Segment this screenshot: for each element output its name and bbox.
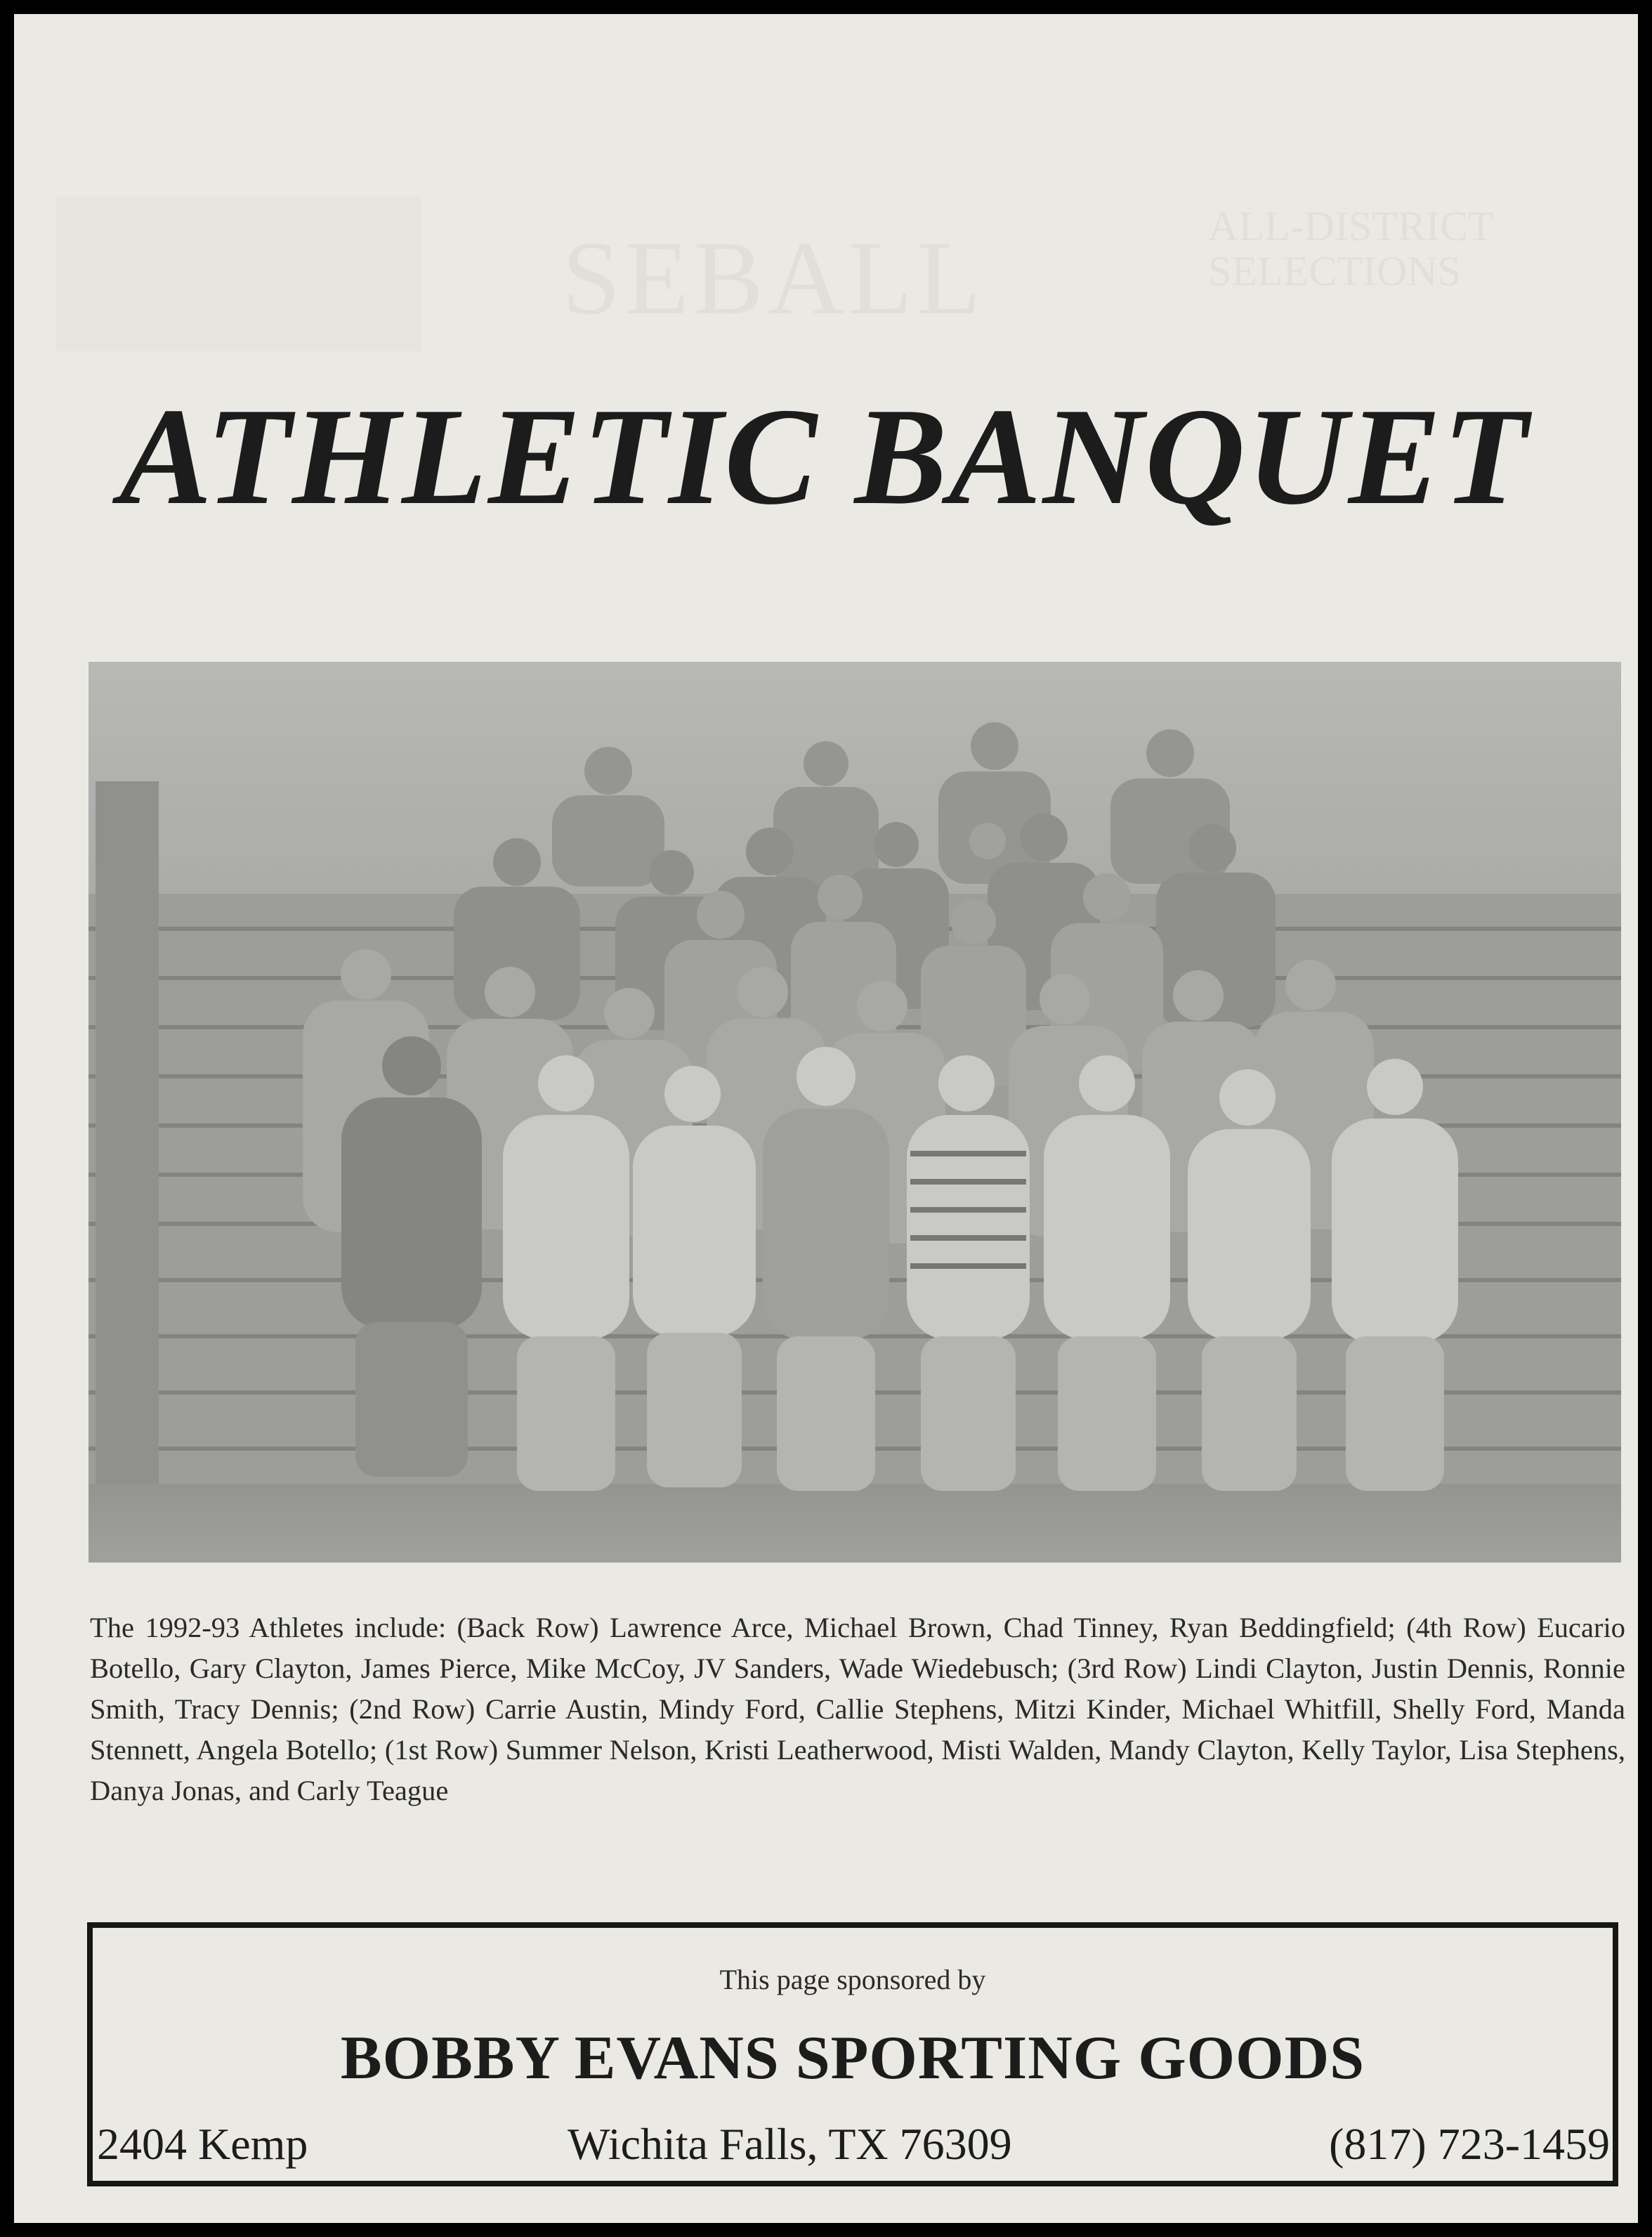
bleed-through-shadow [56,197,421,351]
yearbook-page [14,14,1638,2223]
sponsor-name: BOBBY EVANS SPORTING GOODS [340,2024,1365,2092]
sponsor-street: 2404 Kemp [97,2119,308,2169]
page-title: ATHLETIC BANQUET [119,379,1529,533]
bleed-through-text-right: ALL-DISTRICT SELECTIONS [1208,203,1494,294]
team-photo [88,662,1621,1563]
sponsor-box [87,1922,1618,2186]
sponsor-phone: (817) 723-1459 [1329,2119,1610,2169]
bleed-through-text: SEBALL [562,220,985,337]
photo-caption: The 1992-93 Athletes include: (Back Row) Lawrence Arce, Michael Brown, Chad Tinney, Ryan Beddingfield; (4th Row) Eucario Botello, Gary Clayton, James Pierce, Mike McCoy, JV Sanders, Wade Wiedebusch; (3rd Row) Lindi Clayton, Justin Dennis, Ronnie Smith, Tracy Dennis; (2nd Row) Carrie Austin, Mindy Ford, Callie Stephens, Mitzi Kinder, Michael Whitfill, Shelly Ford, Manda Stennett, Angela Botello; (1st Row) Summer Nelson, Kristi Leatherwood, Misti Walden, Mandy Clayton, Kelly Taylor, Lisa Stephens, Danya Jonas, and Carly Teague [90,1612,1625,1806]
sponsor-city: Wichita Falls, TX 76309 [568,2119,1012,2169]
team-photo-image [88,662,1621,1563]
sponsor-label: This page sponsored by [719,1964,986,1995]
